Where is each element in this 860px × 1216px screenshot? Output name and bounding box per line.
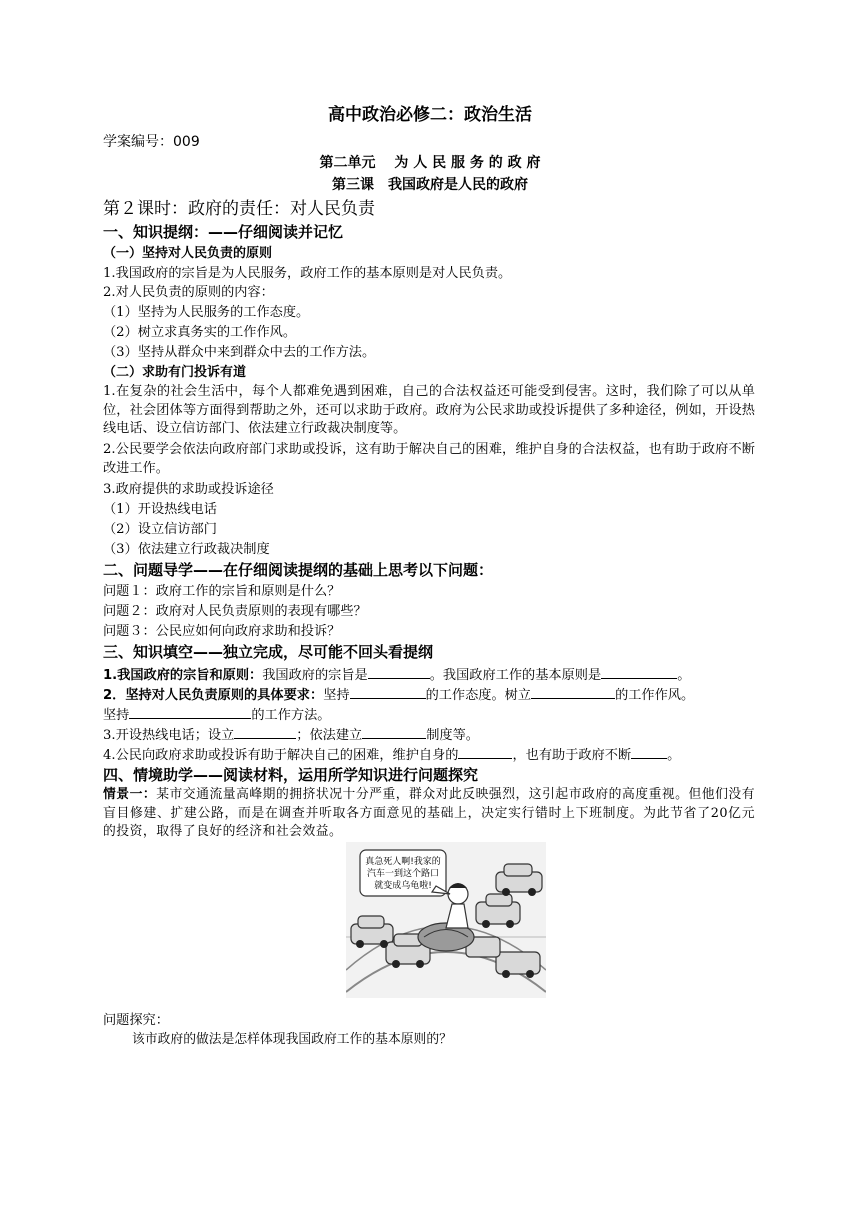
fill-item-2 [103, 685, 694, 705]
document-title: 高中政治必修二：政治生活 [328, 105, 532, 125]
inquiry-question: 该市政府的做法是怎样体现我国政府工作的基本原则的？ [132, 1032, 452, 1047]
fill-text: 的工作方法。 [251, 708, 331, 723]
guide-question: 问题２：政府对人民负责原则的表现有哪些？ [103, 604, 367, 619]
speech-bubble-line: 汽车一到这个路口 [366, 869, 440, 879]
fill-text: 。 [677, 668, 691, 683]
subsection-1-heading: （一）坚持对人民负责的原则 [103, 246, 273, 261]
fill-item-label: 1.我国政府的宗旨和原则： [103, 668, 263, 683]
fill-item-label: 2．坚持对人民负责原则的具体要求： [103, 688, 324, 703]
fill-text: 制度等。 [426, 728, 479, 743]
fill-text: 3.开设热线电话；设立 [103, 728, 235, 743]
section-4-heading: 四、情境助学——阅读材料，运用所学知识进行问题探究 [103, 766, 479, 784]
outline-point-3: 3.政府提供的求助或投诉途径 [103, 482, 274, 497]
scenario-paragraph [103, 786, 755, 842]
fill-text: 坚持 [323, 688, 350, 703]
fill-text: 。 [667, 748, 681, 763]
answer-blank[interactable] [458, 745, 512, 759]
fill-item-3 [103, 725, 479, 745]
section-2-heading: 二、问题导学——在仔细阅读提纲的基础上思考以下问题： [103, 561, 494, 579]
outline-point-2: 2.对人民负责的原则的内容： [103, 285, 274, 300]
answer-blank[interactable] [129, 705, 251, 719]
speech-bubble-line: 就变成乌龟啦! [374, 881, 432, 891]
section-3-heading: 三、知识填空——独立完成，尽可能不回头看提纲 [103, 643, 434, 661]
answer-blank[interactable] [368, 665, 430, 679]
fill-text: ，也有助于政府不断 [512, 748, 632, 763]
fill-item-1 [103, 665, 690, 685]
outline-paragraph-2: 2.公民要学会依法向政府部门求助或投诉，这有助于解决自己的困难，维护自身的合法权益，也有助于政府不断改进工作。 [103, 442, 755, 476]
fill-item-4 [103, 745, 680, 765]
answer-blank[interactable] [350, 685, 426, 699]
section-1-heading: 一、知识提纲：——仔细阅读并记忆 [103, 223, 344, 241]
traffic-cartoon [346, 842, 546, 998]
inquiry-label: 问题探究： [103, 1013, 169, 1028]
period-title: 第２课时：政府的责任：对人民负责 [103, 199, 375, 219]
fill-text: ；依法建立 [296, 728, 363, 743]
scenario-text: 某市交通流量高峰期的拥挤状况十分严重，群众对此反映强烈，这引起市政府的高度重视。但他们没有盲目修建、扩建公路，而是在调查并听取各方面意见的基础上，决定实行错时上下班制度。为此节省了20亿元的投资，取得了良好的经济和社会效益。 [103, 787, 756, 839]
lesson-title: 第三课 我国政府是人民的政府 [332, 177, 528, 193]
guide-question: 问题１：政府工作的宗旨和原则是什么？ [103, 584, 341, 599]
outline-item: （3）坚持从群众中来到群众中去的工作方法。 [103, 345, 376, 360]
speech-bubble-line: 真急死人啊!我家的 [365, 857, 441, 867]
fill-text: 。我国政府工作的基本原则是 [429, 668, 602, 683]
fill-text: 的工作作风。 [615, 688, 695, 703]
fill-text: 坚持 [103, 708, 130, 723]
outline-item: （3）依法建立行政裁决制度 [103, 542, 270, 557]
answer-blank[interactable] [362, 725, 426, 739]
answer-blank[interactable] [631, 745, 667, 759]
guide-question: 问题３：公民应如何向政府求助和投诉？ [103, 624, 341, 639]
answer-blank[interactable] [531, 685, 615, 699]
fill-text: 4.公民向政府求助或投诉有助于解决自己的困难，维护自身的 [103, 748, 459, 763]
answer-blank[interactable] [601, 665, 677, 679]
outline-paragraph-1: 1.在复杂的社会生活中，每个人都难免遇到困难，自己的合法权益还可能受到侵害。这时，我们除了可以从单位，社会团体等方面得到帮助之外，还可以求助于政府。政府为公民求助或投诉提供了多种途径，例如，开设热线电话、设立信访部门、依法建立行政裁决制度等。 [103, 384, 755, 436]
fill-text: 的工作态度。树立 [425, 688, 532, 703]
outline-item: （1）坚持为人民服务的工作态度。 [103, 305, 310, 320]
outline-point-1: 1.我国政府的宗旨是为人民服务，政府工作的基本原则是对人民负责。 [103, 266, 512, 281]
unit-title: 第二单元 为 人 民 服 务 的 政 府 [319, 155, 541, 171]
outline-item: （1）开设热线电话 [103, 502, 217, 517]
scenario-label: 情景一： [103, 787, 157, 802]
outline-item: （2）树立求真务实的工作作风。 [103, 325, 297, 340]
outline-item: （2）设立信访部门 [103, 522, 217, 537]
answer-blank[interactable] [234, 725, 296, 739]
serial-number: 学案编号：009 [103, 134, 200, 150]
traffic-jam-illustration [346, 842, 546, 998]
subsection-2-heading: （二）求助有门投诉有道 [103, 365, 247, 380]
fill-item-2-cont [103, 705, 331, 725]
fill-text: 我国政府的宗旨是 [262, 668, 368, 683]
